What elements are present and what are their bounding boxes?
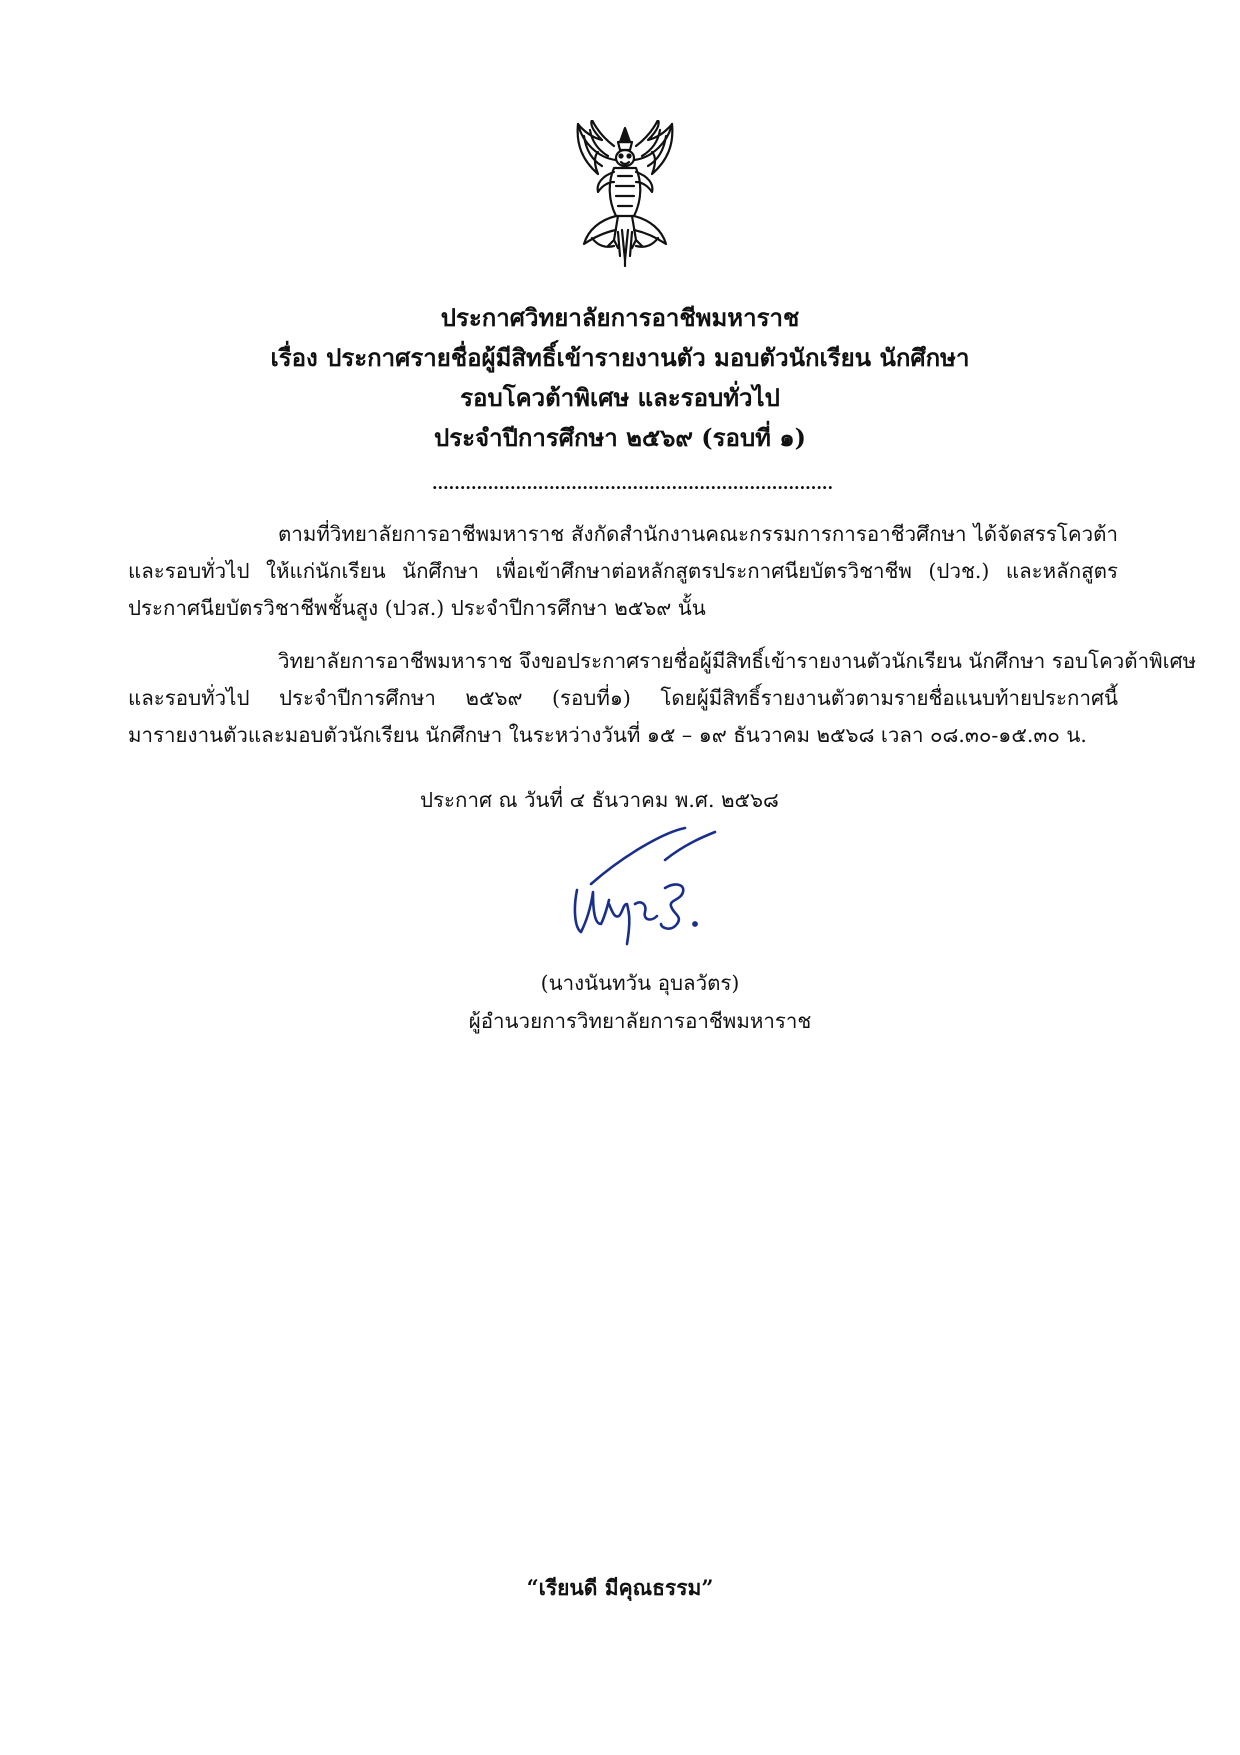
paragraph-1 [128,516,1118,627]
separator-dots: ........................................................................ [431,474,834,493]
garuda-emblem-icon [568,120,682,268]
signature-icon [565,820,735,970]
paragraph-2-line: มารายงานตัวและมอบตัวนักเรียน นักศึกษา ในระหว่างวันที่ ๑๕ – ๑๙ ธันวาคม ๒๕๖๘ เวลา ๐๘.๓๐-๑๕.๓๐ น. [128,723,1087,747]
announcement-title: ประกาศวิทยาลัยการอาชีพมหาราช [440,303,800,332]
footer-motto: “เรียนดี มีคุณธรรม” [526,1575,714,1600]
announcement-round: รอบโควต้าพิเศษ และรอบทั่วไป [460,383,780,412]
signer-name: (นางนันทวัน อุบลวัตร) [540,971,740,995]
announcement-subject: เรื่อง ประกาศรายชื่อผู้มีสิทธิ์เข้ารายงานตัว มอบตัวนักเรียน นักศึกษา [270,343,970,372]
paragraph-2-line: และรอบทั่วไป ประจำปีการศึกษา ๒๕๖๙ (รอบที่๑) โดยผู้มีสิทธิ์รายงานตัวตามรายชื่อแนบท้ายประกาศนี้ [128,686,1118,710]
announcement-academic-year: ประจำปีการศึกษา ๒๕๖๙ (รอบที่ ๑) [434,423,806,452]
paragraph-2 [128,643,1197,754]
signer-position: ผู้อำนวยการวิทยาลัยการอาชีพมหาราช [468,1009,812,1033]
announcement-date: ประกาศ ณ วันที่ ๔ ธันวาคม พ.ศ. ๒๕๖๘ [420,788,779,812]
paragraph-1-line: ประกาศนียบัตรวิชาชีพชั้นสูง (ปวส.) ประจำปีการศึกษา ๒๕๖๙ นั้น [128,596,706,620]
paragraph-1-line: และรอบทั่วไป ให้แก่นักเรียน นักศึกษา เพื่อเข้าศึกษาต่อหลักสูตรประกาศนียบัตรวิชาชีพ (ปวช.) และหลักสูตร [128,559,1118,583]
paragraph-1-line: ตามที่วิทยาลัยการอาชีพมหาราช สังกัดสำนักงานคณะกรรมการการอาชีวศึกษา ได้จัดสรรโควต้า [278,522,1118,546]
paragraph-2-line: วิทยาลัยการอาชีพมหาราช จึงขอประกาศรายชื่อผู้มีสิทธิ์เข้ารายงานตัวนักเรียน นักศึกษา รอบโควต้าพิเศษ [278,649,1197,673]
